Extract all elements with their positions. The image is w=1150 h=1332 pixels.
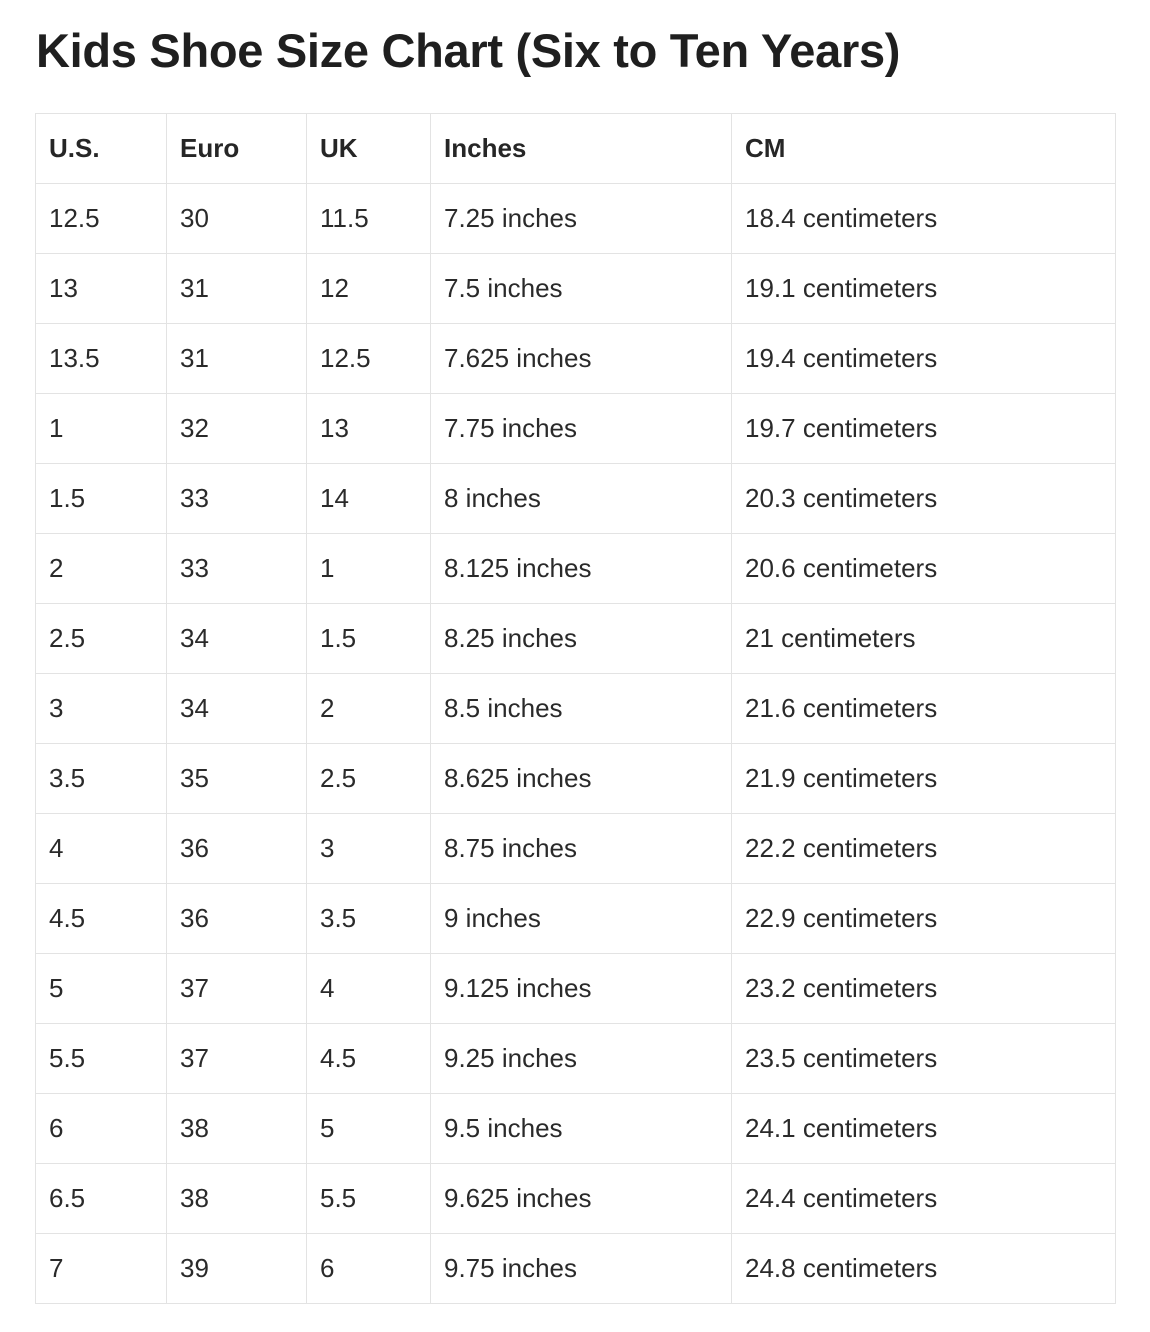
cell-euro: 37 bbox=[167, 1024, 307, 1094]
cell-uk: 2 bbox=[307, 674, 431, 744]
cell-uk: 3.5 bbox=[307, 884, 431, 954]
table-row bbox=[36, 394, 1116, 464]
header-inches: Inches bbox=[431, 114, 732, 184]
table-row bbox=[36, 324, 1116, 394]
cell-us: 1.5 bbox=[36, 464, 167, 534]
cell-euro: 38 bbox=[167, 1164, 307, 1234]
cell-euro: 36 bbox=[167, 814, 307, 884]
cell-inches: 9.625 inches bbox=[431, 1164, 732, 1234]
cell-us: 1 bbox=[36, 394, 167, 464]
cell-uk: 2.5 bbox=[307, 744, 431, 814]
cell-inches: 9 inches bbox=[431, 884, 732, 954]
cell-uk: 4 bbox=[307, 954, 431, 1024]
cell-euro: 34 bbox=[167, 604, 307, 674]
cell-cm: 21.6 centimeters bbox=[732, 674, 1116, 744]
cell-uk: 12 bbox=[307, 254, 431, 324]
table-row bbox=[36, 464, 1116, 534]
cell-cm: 19.1 centimeters bbox=[732, 254, 1116, 324]
cell-uk: 5.5 bbox=[307, 1164, 431, 1234]
cell-us: 13.5 bbox=[36, 324, 167, 394]
header-us: U.S. bbox=[36, 114, 167, 184]
cell-cm: 23.5 centimeters bbox=[732, 1024, 1116, 1094]
cell-us: 4.5 bbox=[36, 884, 167, 954]
table-row bbox=[36, 604, 1116, 674]
table-body bbox=[36, 184, 1116, 1304]
cell-inches: 9.5 inches bbox=[431, 1094, 732, 1164]
cell-euro: 35 bbox=[167, 744, 307, 814]
cell-us: 6.5 bbox=[36, 1164, 167, 1234]
cell-cm: 22.9 centimeters bbox=[732, 884, 1116, 954]
cell-uk: 12.5 bbox=[307, 324, 431, 394]
size-chart-table bbox=[35, 113, 1116, 1304]
cell-cm: 20.3 centimeters bbox=[732, 464, 1116, 534]
cell-us: 7 bbox=[36, 1234, 167, 1304]
header-uk: UK bbox=[307, 114, 431, 184]
table-row bbox=[36, 814, 1116, 884]
cell-inches: 9.25 inches bbox=[431, 1024, 732, 1094]
table-row bbox=[36, 884, 1116, 954]
cell-uk: 5 bbox=[307, 1094, 431, 1164]
cell-inches: 8.75 inches bbox=[431, 814, 732, 884]
table-row bbox=[36, 1024, 1116, 1094]
cell-us: 3.5 bbox=[36, 744, 167, 814]
cell-euro: 33 bbox=[167, 464, 307, 534]
cell-euro: 31 bbox=[167, 254, 307, 324]
cell-inches: 8.25 inches bbox=[431, 604, 732, 674]
cell-us: 5 bbox=[36, 954, 167, 1024]
cell-euro: 30 bbox=[167, 184, 307, 254]
cell-us: 12.5 bbox=[36, 184, 167, 254]
cell-uk: 1 bbox=[307, 534, 431, 604]
cell-us: 2.5 bbox=[36, 604, 167, 674]
cell-uk: 3 bbox=[307, 814, 431, 884]
cell-uk: 14 bbox=[307, 464, 431, 534]
cell-us: 2 bbox=[36, 534, 167, 604]
cell-uk: 11.5 bbox=[307, 184, 431, 254]
cell-euro: 33 bbox=[167, 534, 307, 604]
cell-euro: 34 bbox=[167, 674, 307, 744]
cell-inches: 7.5 inches bbox=[431, 254, 732, 324]
table-row bbox=[36, 744, 1116, 814]
table-row bbox=[36, 184, 1116, 254]
cell-euro: 37 bbox=[167, 954, 307, 1024]
cell-us: 5.5 bbox=[36, 1024, 167, 1094]
cell-us: 3 bbox=[36, 674, 167, 744]
cell-euro: 32 bbox=[167, 394, 307, 464]
cell-us: 6 bbox=[36, 1094, 167, 1164]
cell-cm: 21.9 centimeters bbox=[732, 744, 1116, 814]
cell-cm: 24.1 centimeters bbox=[732, 1094, 1116, 1164]
cell-cm: 22.2 centimeters bbox=[732, 814, 1116, 884]
cell-cm: 18.4 centimeters bbox=[732, 184, 1116, 254]
table-row bbox=[36, 1234, 1116, 1304]
cell-cm: 20.6 centimeters bbox=[732, 534, 1116, 604]
cell-euro: 39 bbox=[167, 1234, 307, 1304]
cell-cm: 19.4 centimeters bbox=[732, 324, 1116, 394]
table-row bbox=[36, 254, 1116, 324]
cell-euro: 31 bbox=[167, 324, 307, 394]
cell-euro: 36 bbox=[167, 884, 307, 954]
cell-inches: 9.75 inches bbox=[431, 1234, 732, 1304]
cell-cm: 19.7 centimeters bbox=[732, 394, 1116, 464]
cell-us: 4 bbox=[36, 814, 167, 884]
cell-cm: 23.2 centimeters bbox=[732, 954, 1116, 1024]
cell-inches: 7.25 inches bbox=[431, 184, 732, 254]
table-row bbox=[36, 674, 1116, 744]
cell-uk: 13 bbox=[307, 394, 431, 464]
table-header-row bbox=[36, 114, 1116, 184]
page-title: Kids Shoe Size Chart (Six to Ten Years) bbox=[36, 24, 901, 77]
cell-inches: 8.625 inches bbox=[431, 744, 732, 814]
cell-cm: 21 centimeters bbox=[732, 604, 1116, 674]
header-cm: CM bbox=[732, 114, 1116, 184]
table-row bbox=[36, 954, 1116, 1024]
cell-uk: 1.5 bbox=[307, 604, 431, 674]
cell-inches: 9.125 inches bbox=[431, 954, 732, 1024]
cell-cm: 24.8 centimeters bbox=[732, 1234, 1116, 1304]
cell-euro: 38 bbox=[167, 1094, 307, 1164]
cell-inches: 8 inches bbox=[431, 464, 732, 534]
cell-inches: 7.75 inches bbox=[431, 394, 732, 464]
cell-cm: 24.4 centimeters bbox=[732, 1164, 1116, 1234]
cell-uk: 6 bbox=[307, 1234, 431, 1304]
cell-inches: 8.125 inches bbox=[431, 534, 732, 604]
cell-us: 13 bbox=[36, 254, 167, 324]
table-row bbox=[36, 1164, 1116, 1234]
table-row bbox=[36, 534, 1116, 604]
table-row bbox=[36, 1094, 1116, 1164]
header-euro: Euro bbox=[167, 114, 307, 184]
cell-inches: 8.5 inches bbox=[431, 674, 732, 744]
cell-inches: 7.625 inches bbox=[431, 324, 732, 394]
cell-uk: 4.5 bbox=[307, 1024, 431, 1094]
